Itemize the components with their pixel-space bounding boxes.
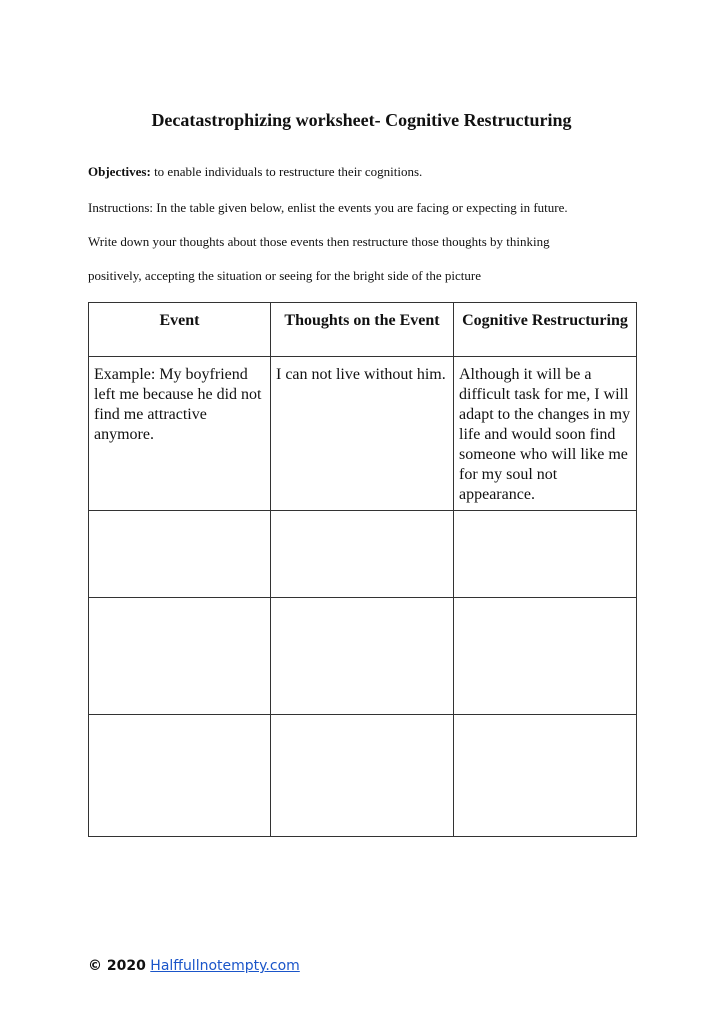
table-row-blank-2 xyxy=(89,598,637,715)
footer-link[interactable]: Halffullnotempty.com xyxy=(150,958,300,974)
table-row-blank-1 xyxy=(89,511,637,598)
header-event: Event xyxy=(89,303,271,357)
cell-blank-thoughts-2[interactable] xyxy=(271,598,454,715)
cell-example-thoughts: I can not live without him. xyxy=(271,357,454,511)
cell-blank-event-1[interactable] xyxy=(89,511,271,598)
objectives-label: Objectives: xyxy=(88,164,151,179)
worksheet-title: Decatastrophizing worksheet- Cognitive Restructuring xyxy=(151,110,572,130)
header-thoughts: Thoughts on the Event xyxy=(271,303,454,357)
worksheet-table xyxy=(88,302,637,837)
cell-blank-event-3[interactable] xyxy=(89,715,271,837)
instructions-line-1: Instructions: In the table given below, enlist the events you are facing or expecting in future. xyxy=(88,200,568,215)
footer xyxy=(88,958,300,974)
cell-blank-restructuring-2[interactable] xyxy=(454,598,637,715)
objectives-text: to enable individuals to restructure their cognitions. xyxy=(150,164,423,179)
header-cognitive-restructuring: Cognitive Restructuring xyxy=(454,303,637,357)
copyright-text: © 2020 xyxy=(88,958,146,974)
cell-blank-restructuring-1[interactable] xyxy=(454,511,637,598)
table-row-example xyxy=(89,357,637,511)
cell-example-event: Example: My boyfriend left me because he did not find me attractive anymore. xyxy=(89,357,271,511)
cell-blank-event-2[interactable] xyxy=(89,598,271,715)
table-header-row xyxy=(89,303,637,357)
instructions-line-3: positively, accepting the situation or seeing for the bright side of the picture xyxy=(88,268,482,283)
table-row-blank-3 xyxy=(89,715,637,837)
objectives-line xyxy=(88,164,648,180)
cell-blank-thoughts-1[interactable] xyxy=(271,511,454,598)
cell-example-restructuring: Although it will be a difficult task for me, I will adapt to the changes in my life and would soon find someone who will like me for my soul not appearance. xyxy=(454,357,637,511)
cell-blank-thoughts-3[interactable] xyxy=(271,715,454,837)
cell-blank-restructuring-3[interactable] xyxy=(454,715,637,837)
instructions-line-2: Write down your thoughts about those events then restructure those thoughts by thinking xyxy=(88,234,550,249)
